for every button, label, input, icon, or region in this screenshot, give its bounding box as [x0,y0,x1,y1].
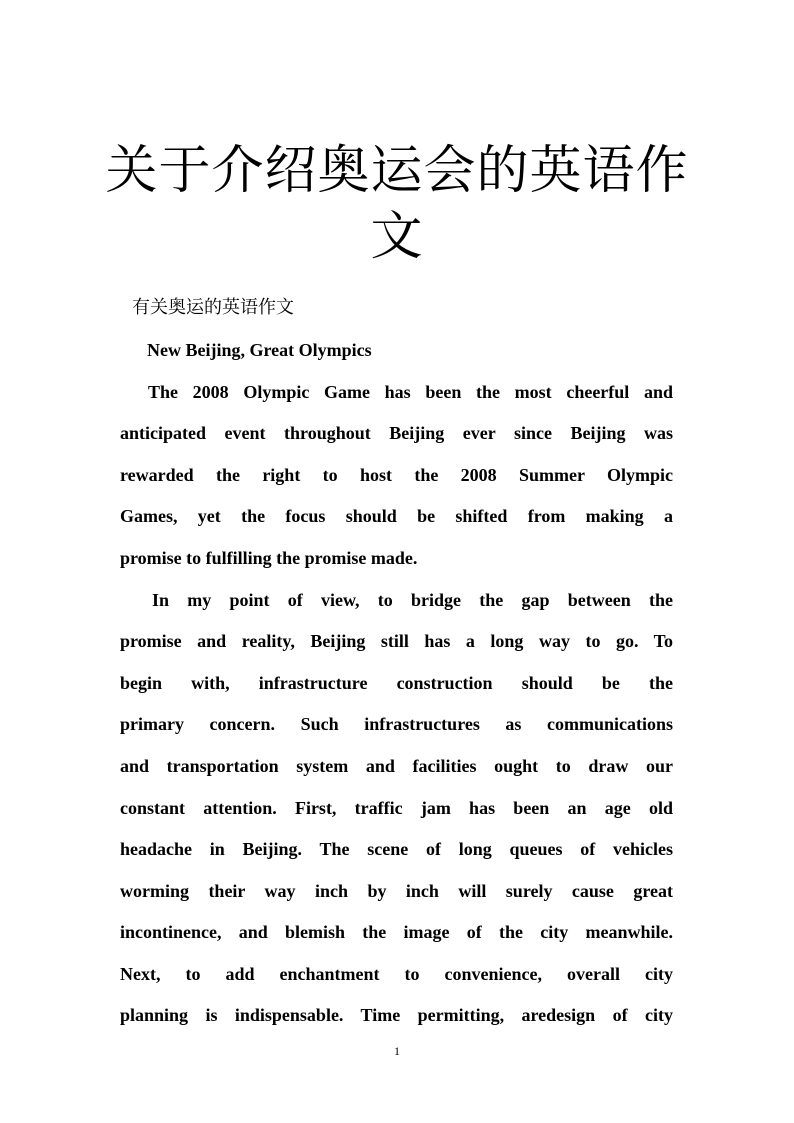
essay-heading: New Beijing, Great Olympics [147,340,372,360]
paragraph2-line-5: and transportation system and facilities ought to draw our [120,756,673,776]
title-line-2: 文 [370,207,424,267]
paragraph1-line-1: The 2008 Olympic Game has been the most cheerful and [148,382,673,402]
document-title [100,138,694,270]
paragraph2-line-4: primary concern. Such infrastructures as communications [120,714,673,734]
paragraph2-line-9: incontinence, and blemish the image of the city meanwhile. [120,922,673,942]
paragraph2-line-6: constant attention. First, traffic jam has been an age old [120,798,673,818]
paragraph1-line-4: Games, yet the focus should be shifted from making a [120,506,673,526]
paragraph2-line-7: headache in Beijing. The scene of long queues of vehicles [120,839,673,859]
paragraph2-line-3: begin with, infrastructure construction should be the [120,673,673,693]
document-subtitle: 有关奥运的英语作文 [132,297,294,318]
paragraph2-line-2: promise and reality, Beijing still has a long way to go. To [120,631,673,651]
paragraph2-line-10: Next, to add enchantment to convenience, overall city [120,964,673,984]
paragraph1-line-3: rewarded the right to host the 2008 Summer Olympic [120,465,673,485]
paragraph1-line-2: anticipated event throughout Beijing ever since Beijing was [120,423,673,443]
paragraph1-line-5: promise to fulfilling the promise made. [120,548,418,568]
page-number: 1 [394,1044,400,1058]
title-line-1: 关于介绍奥运会的英语作 [105,141,689,201]
paragraph2-line-8: worming their way inch by inch will surely cause great [120,881,673,901]
paragraph2-line-1: In my point of view, to bridge the gap between the [152,590,673,610]
paragraph2-line-11: planning is indispensable. Time permitting, aredesign of city [120,1005,673,1025]
